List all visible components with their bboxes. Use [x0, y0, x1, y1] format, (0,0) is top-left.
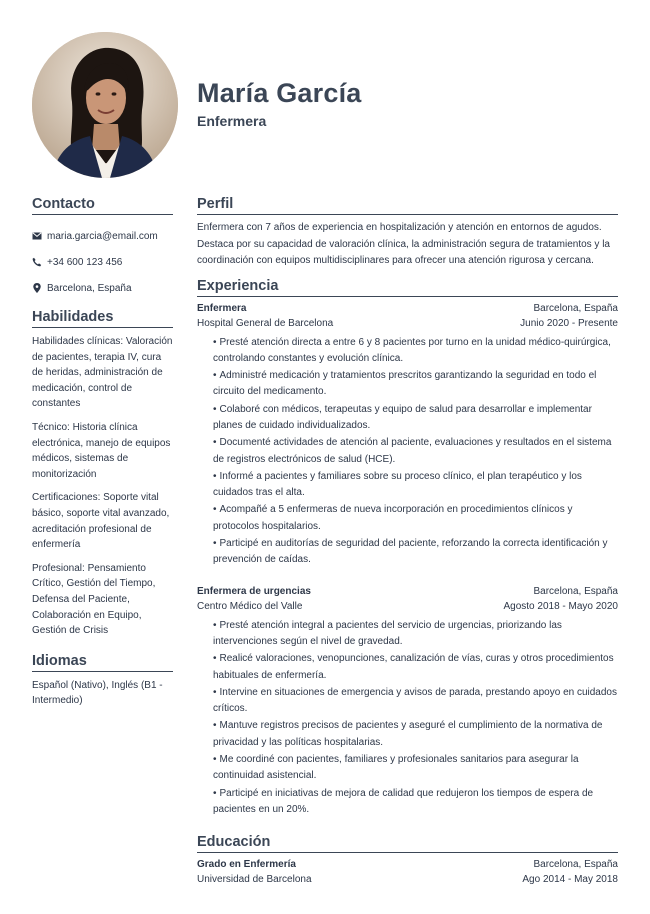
job-entry [197, 584, 618, 819]
languages-section [32, 653, 173, 709]
person-name: María García [197, 78, 362, 108]
experience-heading: Experiencia [197, 278, 618, 297]
job-title: Enfermera [197, 302, 247, 314]
location-pin-icon [32, 283, 42, 293]
job-organization: Hospital General de Barcelona [197, 317, 334, 329]
job-bullet: • Participé en iniciativas de mejora de calidad que redujeron los tiempos de espera de pacientes en un 20%. [213, 787, 594, 815]
skill-clinical: Habilidades clínicas: Valoración de pacientes, terapia IV, cura de heridas, administración de medicación, control de constantes [32, 336, 173, 410]
contact-section [32, 196, 173, 301]
phone-icon [32, 257, 42, 267]
job-title: Enfermera de urgencias [197, 585, 311, 597]
profile-photo [32, 32, 178, 178]
skill-technical: Técnico: Historia clínica electrónica, manejo de equipos médicos, sistemas de monitorización [32, 421, 171, 480]
skills-section [32, 309, 173, 639]
job-bullet: • Acompañé a 5 enfermeras de nueva incorporación en procedimientos clínicos y protocolos hospitalarios. [213, 504, 573, 532]
experience-section [197, 278, 618, 819]
contact-email-text: maria.garcia@email.com [47, 230, 158, 242]
education-section [197, 834, 618, 887]
job-bullet: • Me coordiné con pacientes, familiares y profesionales sanitarios para asegurar la continuidad asistencial. [213, 754, 579, 782]
left-column [32, 196, 173, 709]
job-bullet: • Presté atención directa a entre 6 y 8 pacientes por turno en la unidad médico-quirúrgica, controlando constantes y evolución clínica. [213, 336, 611, 364]
contact-location [32, 275, 173, 301]
job-header [197, 584, 618, 614]
job-bullets [197, 618, 618, 819]
job-bullet: • Mantuve registros precisos de pacientes y aseguré el cumplimiento de la normativa de privacidad y las políticas hospitalarias. [213, 720, 603, 748]
skills-heading: Habilidades [32, 309, 173, 328]
contact-phone[interactable] [32, 249, 173, 275]
job-bullets [197, 335, 618, 569]
profile-text: Enfermera con 7 años de experiencia en hospitalización y atención en entornos de agudos. Destaca por su capacidad de valoración clínica, la administración segura de tratamientos y la coordinación con equipos multidisciplinares para ofrecer una atención rigurosa y cercana. [197, 222, 610, 266]
job-bullet: • Participé en auditorías de seguridad del paciente, reforzando la correcta identificación y prevención de caídas. [213, 538, 608, 566]
job-bullet: • Colaboré con médicos, terapeutas y equipo de salud para desarrollar e implementar planes de cuidado individualizados. [213, 403, 592, 431]
skill-certifications: Certificaciones: Soporte vital básico, soporte vital avanzado, acreditación profesional de enfermería [32, 492, 170, 551]
job-bullet: • Realicé valoraciones, venopunciones, canalización de vías, curas y otros procedimientos habituales de enfermería. [213, 653, 614, 681]
school-name: Universidad de Barcelona [197, 874, 312, 886]
job-dates: Agosto 2018 - Mayo 2020 [503, 600, 618, 612]
job-organization: Centro Médico del Valle [197, 600, 303, 612]
degree-title: Grado en Enfermería [197, 859, 296, 871]
job-location: Barcelona, España [533, 302, 618, 314]
languages-heading: Idiomas [32, 653, 173, 672]
job-bullet: • Intervine en situaciones de emergencia y avisos de parada, prestando apoyo en cuidados críticos. [213, 686, 617, 715]
contact-heading: Contacto [32, 196, 173, 215]
job-entry [197, 301, 618, 569]
contact-phone-text: +34 600 123 456 [47, 256, 123, 268]
languages-text: Español (Nativo), Inglés (B1 - Intermedio) [32, 679, 163, 707]
profile-section [197, 196, 618, 270]
contact-email[interactable] [32, 223, 173, 249]
envelope-icon [32, 231, 42, 241]
education-heading: Educación [197, 834, 618, 853]
job-bullet: • Presté atención integral a pacientes del servicio de urgencias, priorizando las intervenciones según el nivel de gravedad. [213, 619, 562, 647]
job-bullet: • Administré medicación y tratamientos prescritos garantizando la seguridad en todo el circuito del medicamento. [213, 370, 597, 398]
education-dates: Ago 2014 - May 2018 [522, 874, 618, 886]
job-role: Enfermera [197, 113, 267, 129]
job-dates: Junio 2020 - Presente [520, 317, 618, 329]
education-location: Barcelona, España [533, 859, 618, 871]
skill-professional: Profesional: Pensamiento Crítico, Gestión del Tiempo, Defensa del Paciente, Colaboración en Equipo, Gestión de Crisis [32, 562, 156, 637]
education-entry [197, 857, 618, 887]
right-column [197, 196, 618, 887]
profile-heading: Perfil [197, 196, 618, 215]
job-bullet: • Documenté actividades de atención al paciente, evaluaciones y resultados en el sistema de registros electrónicos de salud (HCE). [213, 437, 612, 465]
contact-location-text: Barcelona, España [47, 282, 132, 294]
job-header [197, 301, 618, 331]
job-bullet: • Informé a pacientes y familiares sobre su proceso clínico, el plan terapéutico y los cuidados tras el alta. [213, 470, 582, 499]
contact-list [32, 223, 173, 301]
job-location: Barcelona, España [533, 585, 618, 597]
